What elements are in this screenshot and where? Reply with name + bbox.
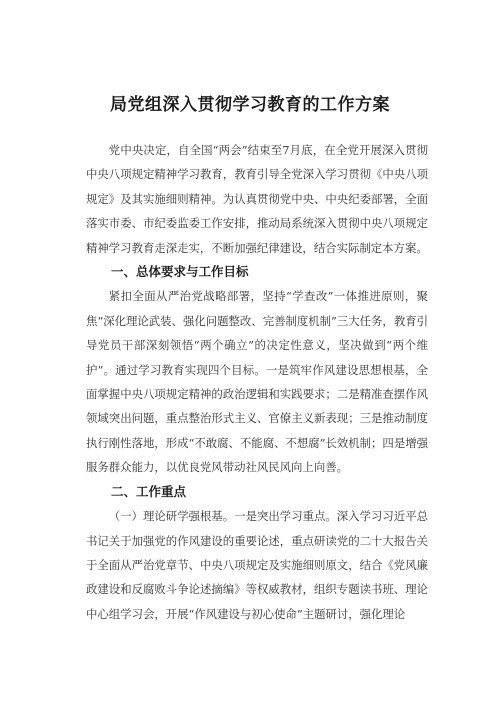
section-1-heading: 一、总体要求与工作目标	[111, 264, 249, 280]
document-title: 局党组深入贯彻学习教育的工作方案	[110, 95, 390, 115]
section-1-paragraph: 紧扣全面从严治党战略部署，坚持“学查改”一体推进原则，聚焦“深化理论武装、强化问题整改、完善制度机制”三大任务，教育引导党员干部深刻领悟“两个确立”的决定性意义，坚决做到“两个维护”。通过学习教育实现四个目标。一是筑牢作风建设思想根基，全面掌握中央八项规定精神的政治逻辑和实践要求；二是精准查摆作风领域突出问题，重点整治形式主义、官僚主义新表现；三是推动制度执行刚性落地，形成“不敢腐、不能腐、不想腐”长效机制；四是增强服务群众能力，以优良党风带动社风民风向上向善。	[86, 289, 428, 475]
document-body	[86, 138, 428, 626]
intro-paragraph: 党中央决定，自全国“两会”结束至7月底，在全党开展深入贯彻中央八项规定精神学习教育，教育引导全党深入学习贯彻《中央八项规定》及其实施细则精神。为认真贯彻党中央、中央纪委部署，全面落实市委、市纪委监委工作安排，推动局系统深入贯彻中央八项规定精神学习教育走深走实，不断加强纪律建设，结合实际制定本方案。	[86, 143, 428, 255]
section-2-paragraph: （一）理论研学强根基。一是突出学习重点。深入学习习近平总书记关于加强党的作风建设的重要论述，重点研读党的二十大报告关于全面从严治党章节、中央八项规定及实施细则原文，结合《党风廉政建设和反腐败斗争论述摘编》等权威教材，组织专题读书班、理论中心组学习会，开展“作风建设与初心使命”主题研讨，强化理论	[86, 509, 428, 621]
section-2-heading: 二、工作重点	[111, 483, 187, 499]
